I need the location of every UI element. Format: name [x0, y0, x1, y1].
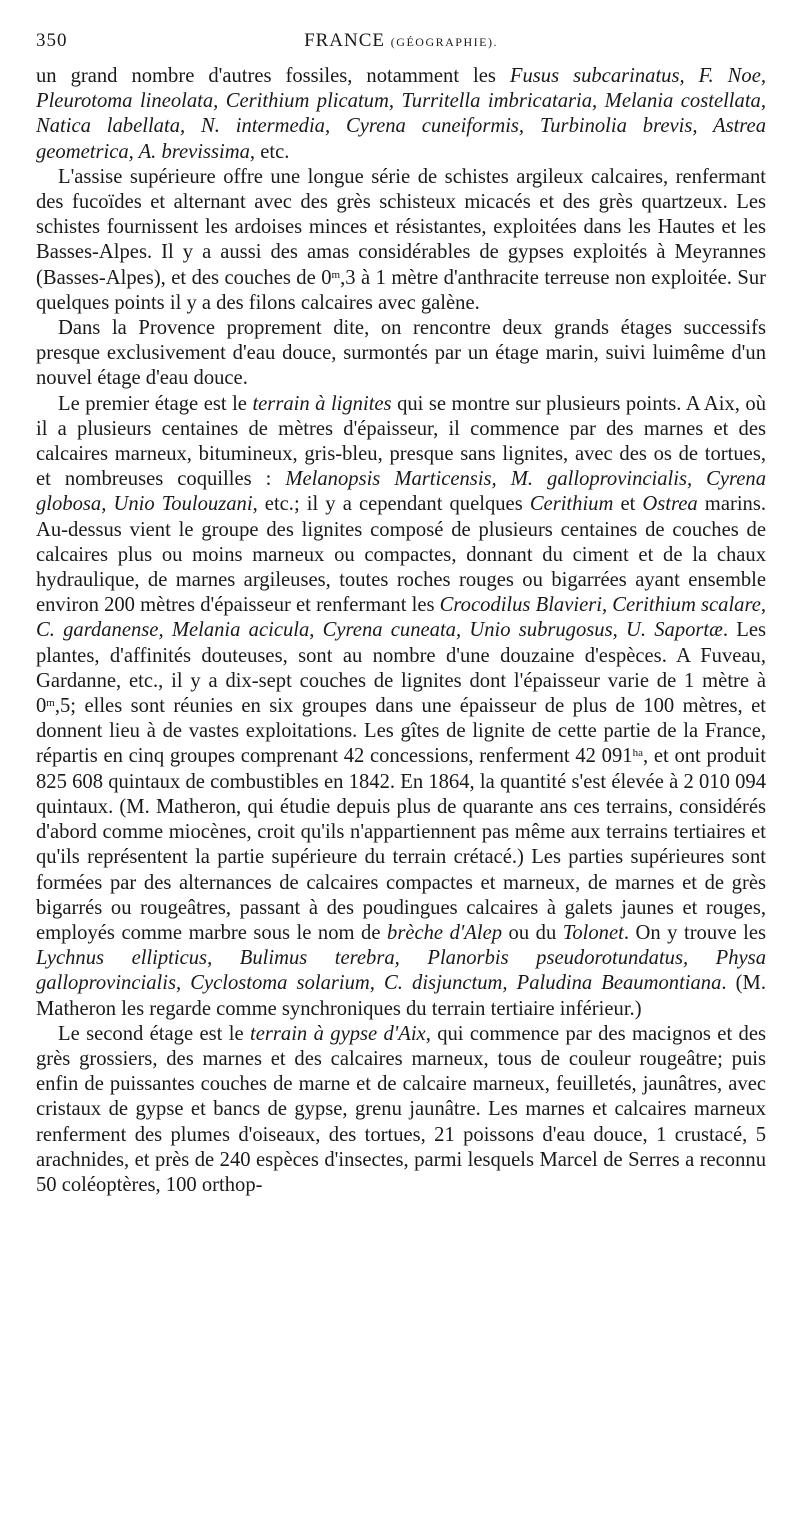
text-run: , qui commence par des macignos et des grès grossiers, des marnes et des calcaires marneux, tous de couleur rougeâtre; puis enfin de puissantes couches de marne et de calcaire marneux, feuilletés, jaunâtres, avec cristaux de gypse et bancs de gypse, grenu jaunâtre. Les marnes et calcaires marneux renferment des plumes d'oiseaux, des tortues, 21 poissons d'eau douce, 1 crustacé, 5 arachnides, et près de 240 espèces d'insectes, parmi lesquels Marcel de Serres a reconnu 50 coléoptères, 100 orthop-: [36, 1022, 767, 1196]
italic-text: Fusus subcarinatus, F. Noe, Pleurotoma lineolata, Cerithium plicatum, Turritella imbricataria, Melania costellata, Natica labellata, N. intermedia, Cyrena cuneiformis, Turbinolia brevis, Astrea geometrica, A. brevissima: [36, 65, 766, 163]
text-run: . Les plantes, d'affinités douteuses, sont au nombre d'une douzaine d'espèces. A Fuveau, Gardanne, etc., il y a dix-sept couches de lignites dont l'épaisseur varie de 1 mètre à 0: [36, 619, 767, 718]
running-title-subtitle: (GÉOGRAPHIE).: [390, 35, 498, 49]
text-run: ou du: [502, 921, 563, 944]
text-run: et: [613, 493, 643, 516]
text-run: ,3 à 1 mètre d'anthracite terreuse non exploitée. Sur quelques points il y a des filons calcaires avec galène.: [36, 266, 766, 314]
superscript-text: m: [46, 697, 55, 710]
italic-text: Crocodilus Blavieri, Cerithium scalare, C. gardanense, Melania acicula, Cyrena cuneata, Unio subrugosus, U. Saportæ: [36, 594, 767, 642]
text-run: Le second étage est le: [58, 1022, 250, 1045]
text-run: un grand nombre d'autres fossiles, notamment les: [36, 65, 510, 87]
italic-text: terrain à lignites: [252, 392, 392, 415]
italic-text: brèche d'Alep: [387, 921, 503, 944]
page: [36, 30, 766, 1198]
superscript-text: ha: [632, 747, 643, 760]
running-title-main: FRANCE: [304, 30, 386, 51]
italic-text: Tolonet: [562, 921, 624, 944]
text-run: L'assise supérieure offre une longue série de schistes argileux calcaires, renfermant des fucoïdes et alternant avec des grès schisteux micacés et des grès quartzeux. Les schistes fournissent les ardoises minces et résistantes, exploitées dans les Hautes et les Basses-Alpes. Il y a aussi des amas considérables de gypses exploités à Meyrannes (Basses-Alpes), et des couches de 0: [36, 165, 766, 289]
italic-text: Ostrea: [642, 493, 698, 516]
italic-text: terrain à gypse d'Aix: [250, 1022, 426, 1045]
paragraph: [36, 165, 766, 316]
text-run: , etc.; il y a cependant quelques: [252, 493, 530, 516]
text-run: , et ont produit 825 608 quintaux de combustibles en 1842. En 1864, la quantité s'est élevée à 2 010 094 quintaux. (M. Matheron, qui étudie depuis plus de quarante ans ces terrains, considérés d'abord comme miocènes, croit qu'ils n'appartiennent pas même aux terrains tertiaires et qu'ils représentent la partie supérieure du terrain crétacé.) Les parties supérieures sont formées par des alternances de calcaires compactes et marneux, de marnes et de grès bigarrés ou rougeâtres, passant à des poudingues calcaires à galets jaunes et rouges, employés comme marbre sous le nom de: [36, 745, 766, 944]
running-head: [36, 30, 766, 60]
text-run: ,5; elles sont réunies en six groupes dans une épaisseur de plus de 100 mètres, et donnent lieu à de vastes exploitations. Les gîtes de lignite de cette partie de la France, répartis en cinq groupes comprenant 42 concessions, renferment 42 091: [36, 695, 766, 768]
text-run: Le premier étage est le: [58, 392, 253, 415]
text-run: , etc.: [249, 140, 290, 163]
body-text: [36, 64, 766, 1198]
running-title: [36, 30, 766, 52]
paragraph: [36, 1022, 766, 1198]
paragraph: [36, 316, 766, 392]
text-run: . (M. Matheron les regarde comme synchroniques du terrain tertiaire inférieur.): [36, 972, 766, 1020]
paragraph: [36, 392, 766, 1022]
italic-text: Melanopsis Marticensis, M. galloprovincialis, Cyrena globosa, Unio Toulouzani: [36, 468, 767, 516]
text-run: Dans la Provence proprement dite, on rencontre deux grands étages successifs presque exclusivement d'eau douce, surmontés par un étage marin, suivi luimême d'un nouvel étage d'eau douce.: [36, 317, 766, 390]
superscript-text: m: [331, 268, 341, 281]
text-run: qui se montre sur plusieurs points. A Aix, où il a plusieurs centaines de mètres d'épaisseur, il commence par des marnes et des calcaires marneux, bitumineux, gris-bleu, presque sans lignites, avec des os de tortues, et nombreuses coquilles :: [36, 392, 766, 491]
italic-text: Cerithium: [529, 493, 614, 516]
text-run: . On y trouve les: [623, 921, 766, 944]
paragraph: [36, 64, 766, 165]
italic-text: Lychnus ellipticus, Bulimus terebra, Planorbis pseudorotundatus, Physa galloprovincialis, Cyclostoma solarium, C. disjunctum, Paludina Beaumontiana: [36, 947, 766, 995]
text-run: marins. Au-dessus vient le groupe des lignites composé de plusieurs centaines de couches de calcaires plus ou moins marneux ou compactes, donnant du ciment et de la chaux hydraulique, de marnes argileuses, toutes roches rouges ou bigarrées ayant ensemble environ 200 mètres d'épaisseur et renfermant les: [36, 493, 766, 617]
page-number: 350: [36, 30, 68, 51]
